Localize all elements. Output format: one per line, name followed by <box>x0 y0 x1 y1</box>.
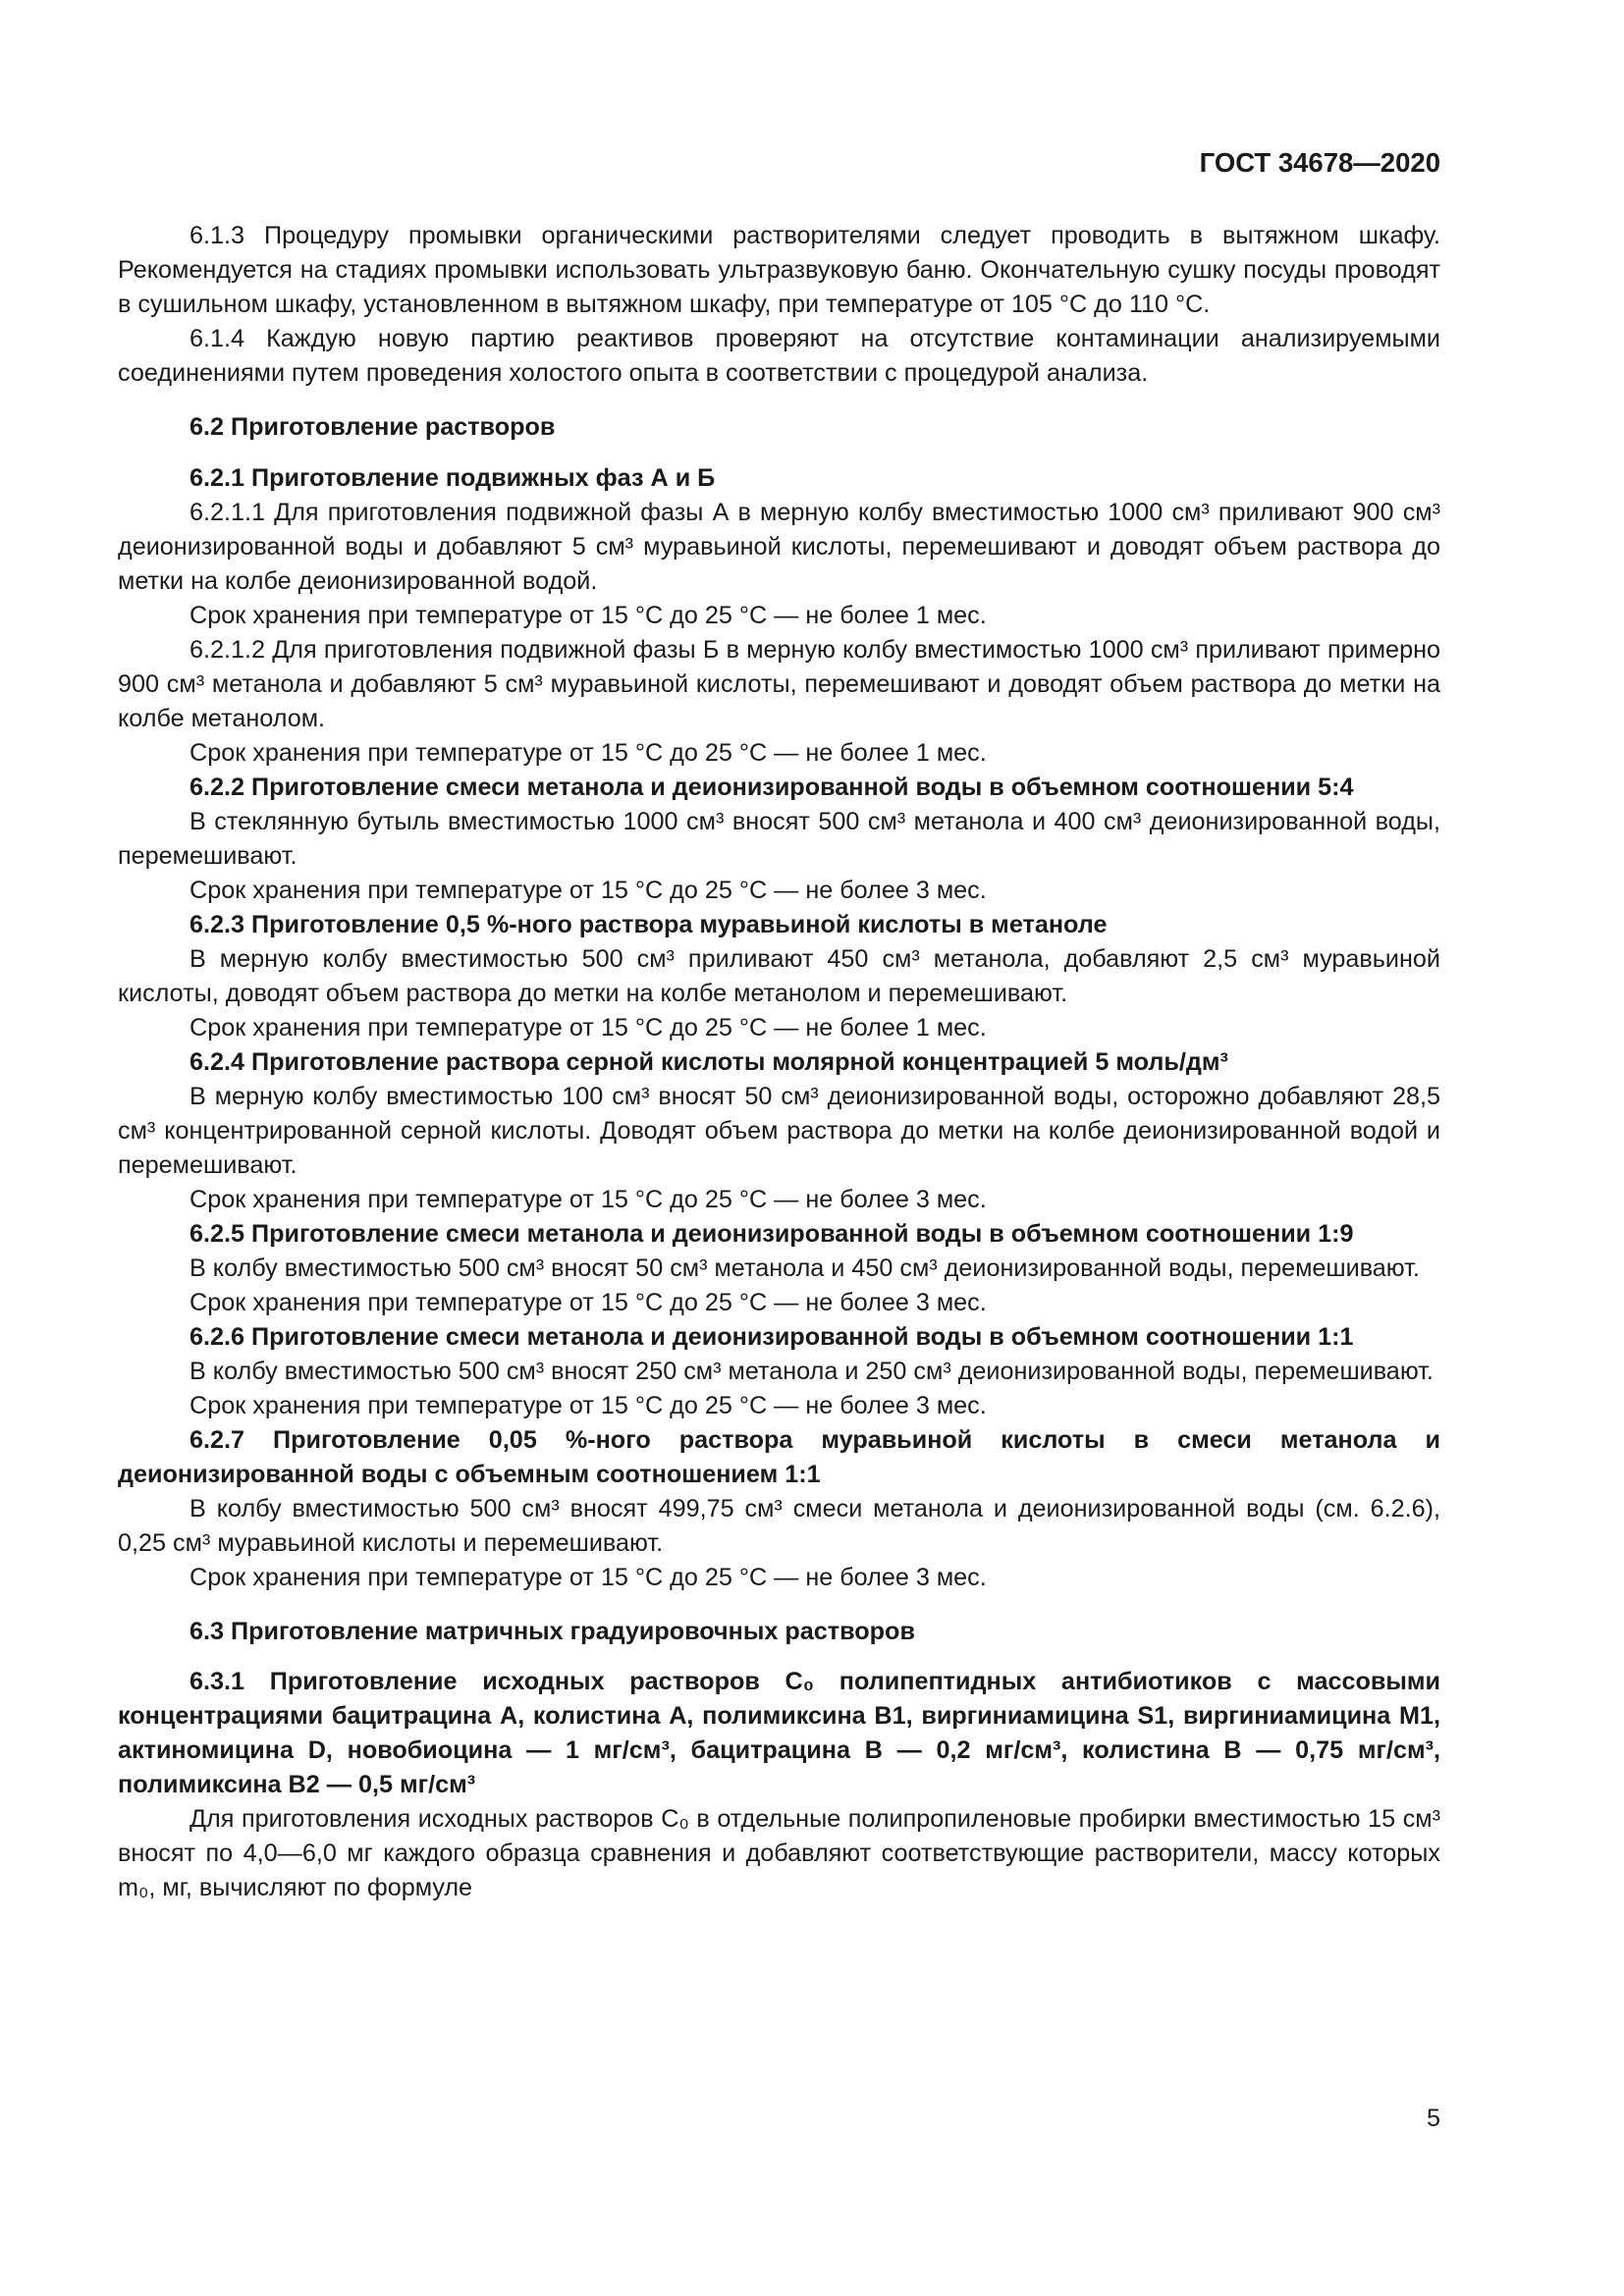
storage-6-2-6: Срок хранения при температуре от 15 °С до 25 °С — не более 3 мес. <box>189 1391 987 1419</box>
paragraph-6-2-1-1: 6.2.1.1 Для приготовления подвижной фазы А в мерную колбу вместимостью 1000 см³ приливают 900 см³ деионизированной воды и добавляют 5 см³ муравьиной кислоты, перемешивают и доводят объем раствора до метки на колбе деионизированной водой. <box>118 498 1440 595</box>
paragraph-6-2-1-2: 6.2.1.2 Для приготовления подвижной фазы Б в мерную колбу вместимостью 1000 см³ приливают примерно 900 см³ метанола и добавляют 5 см³ муравьиной кислоты, перемешивают и доводят объем раствора до метки на колбе метанолом. <box>118 635 1440 732</box>
paragraph-6-2-6: В колбу вместимостью 500 см³ вносят 250 см³ метанола и 250 см³ деионизированной воды, перемешивают. <box>189 1357 1434 1385</box>
storage-6-2-2: Срок хранения при температуре от 15 °С до 25 °С — не более 3 мес. <box>189 876 987 904</box>
paragraph-6-2-7: В колбу вместимостью 500 см³ вносят 499,75 см³ смеси метанола и деионизированной воды (см. 6.2.6), 0,25 см³ муравьиной кислоты и перемешивают. <box>118 1494 1440 1557</box>
page-number: 5 <box>1426 2105 1440 2132</box>
paragraph-6-1-4: 6.1.4 Каждую новую партию реактивов проверяют на отсутствие контаминации анализируемыми соединениями путем проведения холостого опыта в соответствии с процедурой анализа. <box>118 325 1440 387</box>
heading-6-3-1: 6.3.1 Приготовление исходных растворов C₀ полипептидных антибиотиков с массовыми концентрациями бацитрацина А, колистина А, полимиксина В1, виргиниамицина S1, виргиниамицина М1, актиномицина D, новобиоцина — 1 мг/см³, бацитрацина В — 0,2 мг/см³, колистина В — 0,75 мг/см³, полимиксина В2 — 0,5 мг/см³ <box>118 1668 1440 1799</box>
storage-6-2-3: Срок хранения при температуре от 15 °С до 25 °С — не более 1 мес. <box>189 1013 987 1041</box>
storage-6-2-1-2: Срок хранения при температуре от 15 °С до 25 °С — не более 1 мес. <box>189 738 987 767</box>
storage-6-2-7: Срок хранения при температуре от 15 °С до 25 °С — не более 3 мес. <box>189 1563 987 1591</box>
heading-6-2-4: 6.2.4 Приготовление раствора серной кислоты молярной концентрацией 5 моль/дм³ <box>189 1047 1228 1076</box>
paragraph-6-2-5: В колбу вместимостью 500 см³ вносят 50 см³ метанола и 450 см³ деионизированной воды, перемешивают. <box>189 1254 1420 1282</box>
storage-6-2-5: Срок хранения при температуре от 15 °С до 25 °С — не более 3 мес. <box>189 1288 987 1316</box>
paragraph-6-1-3: 6.1.3 Процедуру промывки органическими растворителями следует проводить в вытяжном шкафу. Рекомендуется на стадиях промывки использовать ультразвуковую баню. Окончательную сушку посуды проводят в сушильном шкафу, установленном в вытяжном шкафу, при температуре от 105 °С до 110 °С. <box>118 222 1440 318</box>
paragraph-6-2-2: В стеклянную бутыль вместимостью 1000 см³ вносят 500 см³ метанола и 400 см³ деионизированной воды, перемешивают. <box>118 807 1440 870</box>
heading-6-2-7: 6.2.7 Приготовление 0,05 %-ного раствора муравьиной кислоты в смеси метанола и деионизированной воды с объемным соотношением 1:1 <box>118 1425 1440 1488</box>
paragraph-6-3-1: Для приготовления исходных растворов C₀ в отдельные полипропиленовые пробирки вместимостью 15 см³ вносят по 4,0—6,0 мг каждого образца сравнения и добавляют соответствующие растворители, массу которых m₀, мг, вычисляют по формуле <box>118 1805 1440 1902</box>
storage-6-2-4: Срок хранения при температуре от 15 °С до 25 °С — не более 3 мес. <box>189 1185 987 1213</box>
heading-6-2-5: 6.2.5 Приготовление смеси метанола и деионизированной воды в объемном соотношении 1:9 <box>189 1219 1354 1248</box>
document-body <box>118 219 1440 1905</box>
heading-6-3: 6.3 Приготовление матричных градуировочных растворов <box>189 1617 915 1645</box>
heading-6-2-3: 6.2.3 Приготовление 0,5 %-ного раствора муравьиной кислоты в метаноле <box>189 910 1108 938</box>
heading-6-2: 6.2 Приготовление растворов <box>189 413 556 441</box>
heading-6-2-6: 6.2.6 Приготовление смеси метанола и деионизированной воды в объемном соотношении 1:1 <box>189 1322 1354 1351</box>
storage-6-2-1-1: Срок хранения при температуре от 15 °С до 25 °С — не более 1 мес. <box>189 601 987 629</box>
paragraph-6-2-4: В мерную колбу вместимостью 100 см³ вносят 50 см³ деионизированной воды, осторожно добавляют 28,5 см³ концентрированной серной кислоты. Доводят объем раствора до метки на колбе деионизированной водой и перемешивают. <box>118 1082 1440 1179</box>
paragraph-6-2-3: В мерную колбу вместимостью 500 см³ приливают 450 см³ метанола, добавляют 2,5 см³ муравьиной кислоты, доводят объем раствора до метки на колбе метанолом и перемешивают. <box>118 944 1440 1007</box>
heading-6-2-1: 6.2.1 Приготовление подвижных фаз А и Б <box>189 463 716 492</box>
heading-6-2-2: 6.2.2 Приготовление смеси метанола и деионизированной воды в объемном соотношении 5:4 <box>189 773 1354 801</box>
document-code: ГОСТ 34678—2020 <box>1199 147 1440 178</box>
